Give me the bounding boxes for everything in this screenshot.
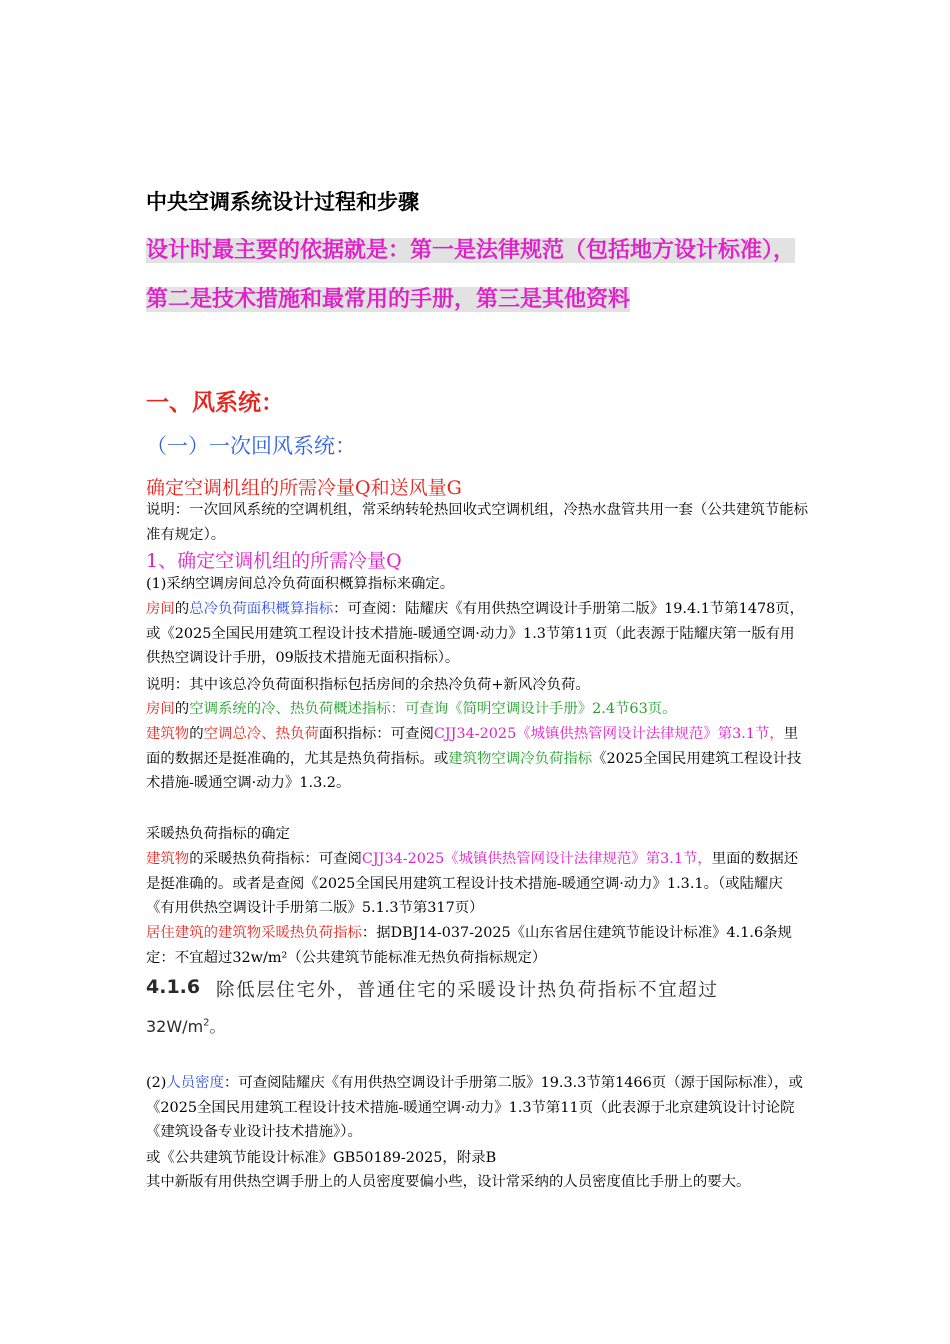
clause-value: $32W/m^2$。 [146,1017,226,1036]
reference-text: ：可查阅：陆耀庆《有用供热空调设计手册第二版》19.4.1节第1478页，或《2025全国民用建筑工程设计技术措施-暖通空调·动力》1.3节第11页（此表源于陆耀庆第一版有用供热空调设计手册，09版技术措施无面积指标）。 [146,601,805,666]
hvac-index-reference: 空调系统的冷、热负荷概述指标：可查询《简明空调设计手册》2.4节63页。 [189,701,677,717]
section-heading-air-system: 一、风系统： [146,390,284,416]
building-term: 建筑物 [146,851,190,867]
building-cooling-index-term: 建筑物空调冷负荷指标 [448,750,593,767]
standard-excerpt-image [146,972,808,1038]
room-term: 房间 [146,601,175,617]
area-index-text: 面积指标：可查阅 [318,726,434,742]
heating-reference-text: 里面的数据还是挺准确的。或者是查阅《2025全国民用建筑工程设计技术措施-暖通空调·动力》1.3.1。（或陆耀庆《有用供热空调设计手册第二版》5.1.3节第317页） [146,851,799,916]
paragraph-room-hvac-index [146,697,808,722]
accuracy-note: 里面的数据还是挺准确的，尤其是热负荷指标。或 [146,726,799,767]
room-term: 房间 [146,701,175,717]
clause-number: 4.1.6 [146,976,201,998]
building-term: 建筑物 [146,726,190,742]
heading-determine-cooling-airflow: 确定空调机组的所需冷量Q和送风量G [146,477,462,499]
paragraph-method: (1)采纳空调房间总冷负荷面积概算指标来确定。 [146,576,455,592]
cjj34-reference: CJJ34-2025《城镇供热管网设计法律规范》第3.1节， [361,851,712,867]
residential-heating-term: 居住建筑的建筑物采暖热负荷指标 [146,925,362,941]
subsection-heading-primary-return-air: （一）一次回风系统： [146,434,356,458]
paragraph-room-cooling-index [146,597,808,671]
paragraph-heating-index-heading: 采暖热负荷指标的确定 [146,826,290,842]
cooling-index-term: 总冷负荷面积概算指标 [189,601,334,617]
paragraph-building-heating-index [146,847,808,921]
paragraph-index-note: 说明：其中该总冷负荷面积指标包括房间的余热冷负荷+新风冷负荷。 [146,677,590,693]
paragraph-density-comparison: 其中新版有用供热空调手册上的人员密度要偏小些，设计常采纳的人员密度值比手册上的要大。 [146,1174,751,1190]
document-title: 中央空调系统设计过程和步骤 [146,190,419,214]
connector-text: 的 [189,726,204,742]
total-load-term: 空调总冷、热负荷 [203,726,319,742]
cjj34-reference: CJJ34-2025《城镇供热管网设计法律规范》第3.1节， [433,726,784,742]
density-reference-text: ：可查阅陆耀庆《有用供热空调设计手册第二版》19.3.3节第1466页（源于国际标准），或《2025全国民用建筑工程设计技术措施-暖通空调·动力》1.3节第11页（此表源于北京建筑设计讨论院《建筑设备专业设计技术措施》）。 [146,1075,803,1140]
shandong-standard-text: ：据DBJ14-037-2025《山东省居住建筑节能设计标准》4.1.6条规定：不宜超过32w/m²（公共建筑节能标准无热负荷指标规定） [146,925,792,966]
paragraph-building-load-index [146,722,808,796]
occupant-density-term: 人员密度 [166,1075,224,1091]
connector-text: 的 [174,601,190,617]
heading-determine-cooling-load: 1、确定空调机组的所需冷量Q [146,550,402,572]
paragraph-note-ahu: 说明：一次回风系统的空调机组，常采纳转轮热回收式空调机组，冷热水盘管共用一套（公共建筑节能标准有规定）。 [146,502,808,543]
heating-index-text: 的采暖热负荷指标：可查阅 [189,851,362,867]
paragraph-gb50189: 或《公共建筑节能设计标准》GB50189-2025，附录B [146,1150,497,1166]
design-basis-highlight [146,226,808,324]
connector-text: 的 [174,701,190,717]
design-basis-text: 设计时最主要的依据就是：第一是法律规范（包括地方设计标准），第二是技术措施和最常用的手册，第三是其他资料 [146,238,796,312]
paragraph-residential-heating-index [146,921,808,970]
paragraph-occupant-density [146,1071,808,1145]
item-number: (2) [146,1075,167,1091]
measures-reference: 《2025全国民用建筑工程设计技术措施-暖通空调·动力》1.3.2。 [146,750,802,791]
clause-text: 除低层住宅外，普通住宅的采暖设计热负荷指标不宜超过 [216,980,719,1001]
